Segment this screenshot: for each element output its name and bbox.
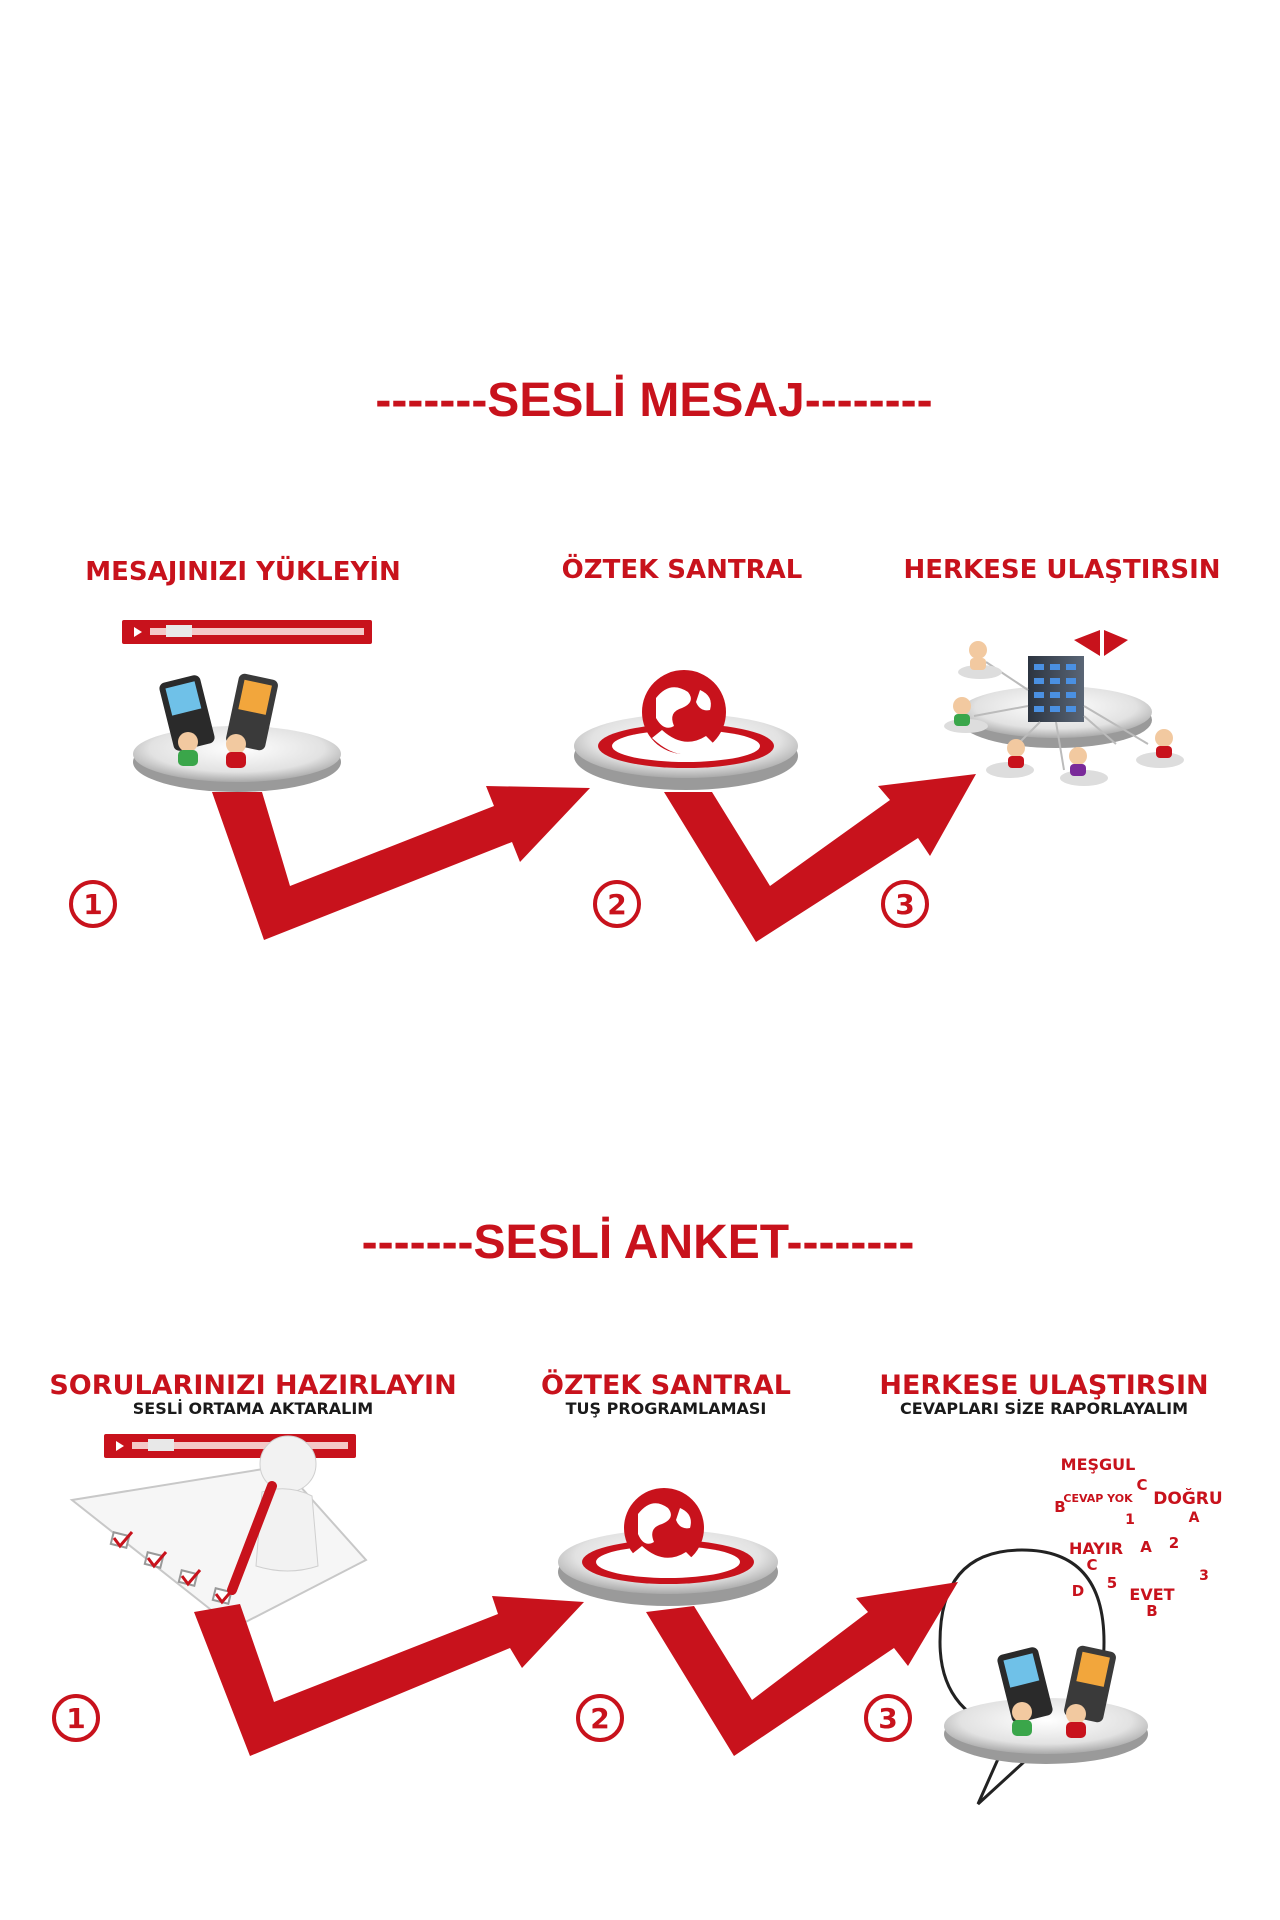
globe-icon — [642, 670, 726, 754]
step-label-upload: MESAJINIZI YÜKLEYİN — [85, 557, 401, 587]
svg-text:2: 2 — [607, 888, 627, 921]
step-number-1b — [54, 1696, 98, 1740]
step-number-2 — [595, 882, 639, 926]
step-sublabel-prepare: SESLİ ORTAMA AKTARALIM — [132, 1399, 374, 1418]
step-number-2b — [578, 1696, 622, 1740]
bubble-word: C — [1136, 1476, 1148, 1494]
step-label-switchboard-2: ÖZTEK SANTRAL — [541, 1370, 791, 1401]
bubble-word: 3 — [1199, 1568, 1209, 1584]
bubble-word: D — [1071, 1582, 1085, 1600]
step-label-prepare: SORULARINIZI HAZIRLAYIN — [49, 1370, 457, 1401]
phones-platform-icon — [133, 673, 341, 792]
svg-text:3: 3 — [895, 888, 915, 921]
svg-text:1: 1 — [83, 888, 103, 921]
bubble-word: CEVAP YOK — [1063, 1492, 1133, 1505]
globe-phone-platform-icon — [574, 670, 798, 790]
network-server-icon — [944, 630, 1184, 786]
bubble-word: 5 — [1106, 1574, 1118, 1592]
bubble-word: 1 — [1125, 1512, 1135, 1528]
svg-text:1: 1 — [66, 1702, 86, 1735]
step-label-switchboard: ÖZTEK SANTRAL — [561, 555, 803, 585]
globe-phone-platform-icon-2 — [558, 1488, 778, 1606]
step-label-deliver-2: HERKESE ULAŞTIRSIN — [879, 1370, 1209, 1401]
bubble-word: A — [1140, 1538, 1152, 1556]
bubble-word: HAYIR — [1068, 1539, 1124, 1558]
bubble-word: C — [1086, 1556, 1098, 1574]
flow-arrow-3 — [194, 1596, 584, 1756]
svg-text:3: 3 — [878, 1702, 898, 1735]
step-label-deliver: HERKESE ULAŞTIRSIN — [903, 555, 1221, 585]
section-title-sesli-mesaj: -------SESLİ MESAJ-------- — [375, 374, 933, 427]
flow-arrow-4 — [646, 1582, 958, 1756]
bubble-word: EVET — [1129, 1585, 1175, 1604]
bubble-word: A — [1188, 1510, 1200, 1526]
bubble-word: MEŞGUL — [1060, 1455, 1136, 1474]
bubble-word: B — [1146, 1602, 1158, 1620]
flow-arrow-1 — [212, 786, 590, 940]
bubble-word-cloud — [1054, 1455, 1222, 1620]
step-number-1 — [71, 882, 115, 926]
bubble-word: 2 — [1168, 1534, 1180, 1552]
megaphone-icon — [1074, 630, 1100, 656]
step-sublabel-keypad: TUŞ PROGRAMLAMASI — [565, 1399, 767, 1418]
section-title-sesli-anket: -------SESLİ ANKET-------- — [361, 1216, 915, 1269]
bubble-word: DOĞRU — [1153, 1489, 1223, 1509]
step-sublabel-report: CEVAPLARI SİZE RAPORLAYALIM — [900, 1399, 1188, 1418]
bubble-word: B — [1054, 1498, 1066, 1516]
flow-arrow-2 — [664, 774, 976, 942]
step-number-3 — [883, 882, 927, 926]
audio-player-bar-2 — [104, 1434, 356, 1458]
audio-player-bar — [122, 620, 372, 644]
step-number-3b — [866, 1696, 910, 1740]
svg-text:2: 2 — [590, 1702, 610, 1735]
checklist-figure-icon — [72, 1436, 366, 1628]
